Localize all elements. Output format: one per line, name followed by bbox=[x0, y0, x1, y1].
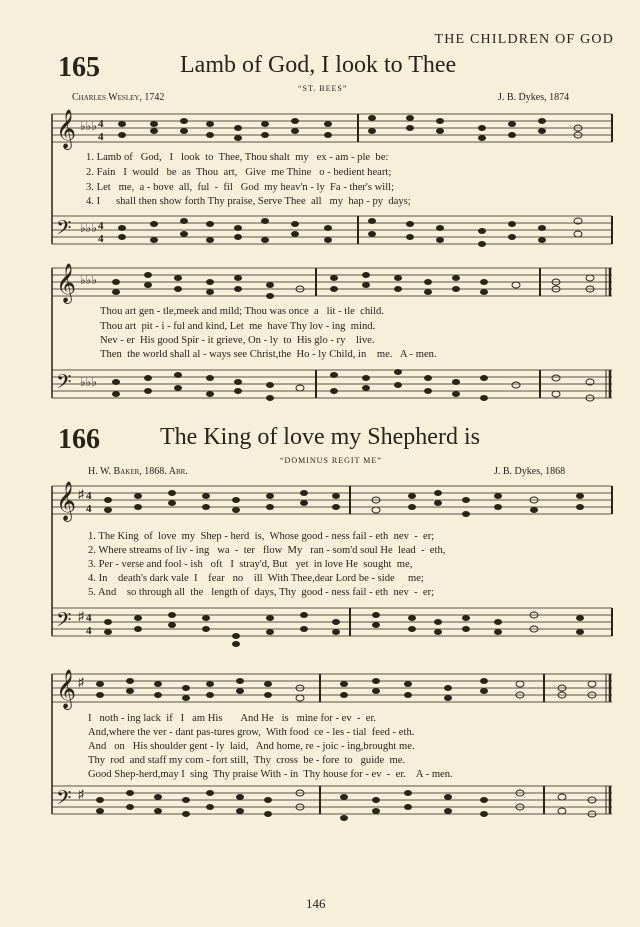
hymn-166-music-credit: J. B. Dykes, 1868 bbox=[494, 466, 566, 477]
svg-text:𝄞: 𝄞 bbox=[56, 109, 77, 149]
hymn-165-title: Lamb of God, I look to Thee bbox=[180, 52, 457, 78]
hymn-165-number: 165 bbox=[58, 52, 100, 83]
hymn-165-system-2-verse-3: Nev - er His good Spir - it grieve, On - ly to His glo - ry live. bbox=[100, 335, 375, 346]
svg-text:♭♭♭: ♭♭♭ bbox=[80, 375, 97, 389]
hymn-166-system-2-verse-5: Good Shep-herd,may I sing Thy praise With - in Thy house for - ev - er. A - men. bbox=[88, 769, 453, 780]
svg-text:♯: ♯ bbox=[78, 787, 84, 801]
svg-text:𝄞: 𝄞 bbox=[56, 481, 77, 521]
svg-text:𝄢: 𝄢 bbox=[56, 608, 72, 636]
hymn-166-system-1-verse-3: 3. Per - verse and fool - ish oft I stray'd, But yet in love He sought me, bbox=[88, 559, 413, 570]
hymn-166-system-1-verse-5: 5. And so through all the length of days, Thy good - ness fail - eth nev - er; bbox=[88, 587, 435, 598]
hymn-166-system-2-verse-1: I noth - ing lack if I am His And He is mine for - ev - er. bbox=[88, 713, 377, 724]
svg-text:𝄢: 𝄢 bbox=[56, 216, 72, 244]
hymn-166-number: 166 bbox=[58, 424, 100, 455]
svg-text:♯: ♯ bbox=[78, 609, 84, 623]
svg-text:4: 4 bbox=[86, 612, 92, 624]
svg-text:♭♭♭: ♭♭♭ bbox=[80, 119, 97, 133]
hymn-165-tune: “ST. BEES” bbox=[298, 84, 348, 93]
svg-text:♯: ♯ bbox=[78, 487, 84, 501]
hymn-166-system-2-verse-4: Thy rod and staff my com - fort still, Thy cross be - fore to guide me. bbox=[88, 755, 406, 766]
hymn-165-system-2-verse-1: Thou art gen - tle,meek and mild; Thou was once a lit - tle child. bbox=[100, 306, 384, 317]
svg-text:♭♭♭: ♭♭♭ bbox=[80, 273, 97, 287]
hymn-166-system-1-verse-4: 4. In death's dark vale I fear no ill With Thee,dear Lord be - side me; bbox=[88, 573, 424, 584]
hymn-166-system-1-verse-2: 2. Where streams of liv - ing wa - ter flow My ran - som'd soul He lead - eth, bbox=[88, 545, 446, 556]
hymn-165-system-2-verse-2: Thou art pit - i - ful and kind, Let me have Thy lov - ing mind. bbox=[100, 321, 376, 332]
hymn-165-music-credit: J. B. Dykes, 1874 bbox=[498, 92, 570, 103]
svg-text:4: 4 bbox=[86, 625, 92, 637]
svg-text:4: 4 bbox=[98, 233, 104, 245]
hymn-165-system-2-verse-4: Then the world shall al - ways see Christ,the Ho - ly Child, in me. A - men. bbox=[100, 349, 437, 360]
hymn-166-system-1-verse-1: 1. The King of love my Shep - herd is, Whose good - ness fail - eth nev - er; bbox=[88, 531, 435, 542]
svg-text:𝄢: 𝄢 bbox=[56, 370, 72, 398]
svg-text:4: 4 bbox=[86, 503, 92, 515]
svg-text:4: 4 bbox=[98, 131, 104, 143]
hymn-165-system-1-verse-3: 3. Let me, a - bove all, ful - fil God my heav'n - ly Fa - ther's will; bbox=[86, 182, 395, 193]
svg-text:𝄞: 𝄞 bbox=[56, 263, 77, 303]
hymn-166-system-2-verse-3: And on His shoulder gent - ly laid, And home, re - joic - ing,brought me. bbox=[88, 741, 415, 752]
svg-text:4: 4 bbox=[98, 220, 104, 232]
svg-text:𝄞: 𝄞 bbox=[56, 669, 77, 709]
hymn-165-system-1-verse-2: 2. Fain I would be as Thou art, Give me Thine o - bedient heart; bbox=[86, 167, 392, 178]
svg-text:♭♭♭: ♭♭♭ bbox=[80, 221, 97, 235]
hymn-165-words-credit: Charles Wesley, 1742 bbox=[72, 92, 165, 103]
page-number: 146 bbox=[306, 896, 326, 911]
hymn-166-title: The King of love my Shepherd is bbox=[160, 424, 480, 450]
svg-text:♯: ♯ bbox=[78, 675, 84, 689]
hymn-166-tune: “DOMINUS REGIT ME” bbox=[280, 456, 382, 465]
hymn-166-words-credit: H. W. Baker, 1868. Abr. bbox=[88, 466, 188, 477]
svg-text:4: 4 bbox=[98, 118, 104, 130]
section-title: THE CHILDREN OF GOD bbox=[434, 32, 614, 47]
hymn-165-system-1-verse-1: 1. Lamb of God, I look to Thee, Thou shalt my ex - am - ple be: bbox=[86, 152, 389, 163]
hymn-166-system-2-verse-2: And,where the ver - dant pas-tures grow, With food ce - les - tial feed - eth. bbox=[88, 727, 415, 738]
svg-text:𝄢: 𝄢 bbox=[56, 786, 72, 814]
svg-text:4: 4 bbox=[86, 490, 92, 502]
hymn-165-system-1-verse-4: 4. I shall then show forth Thy praise, Serve Thee all my hap - py days; bbox=[86, 196, 411, 207]
